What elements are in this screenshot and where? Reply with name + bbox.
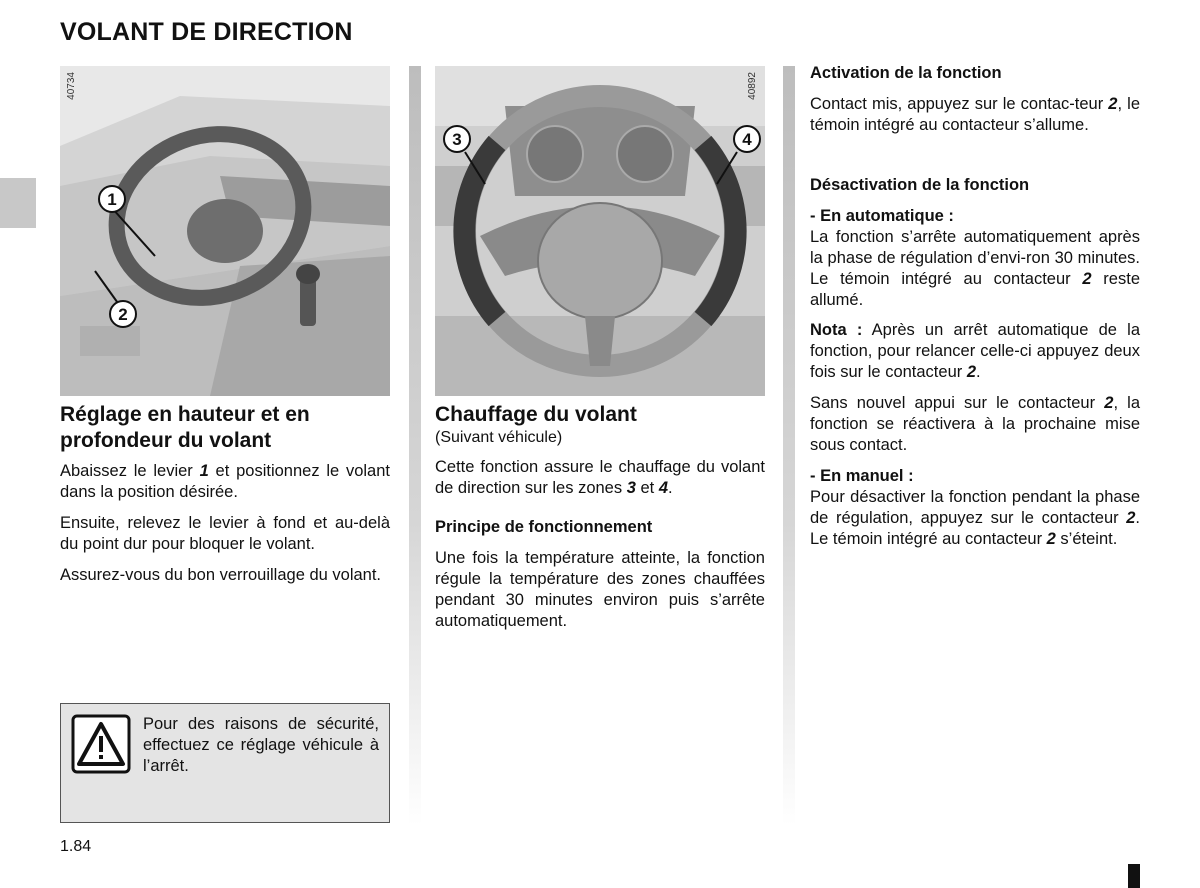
paragraph-automatic: La fonction s’arrête automatiquement après la phase de régulation d’envi-ron 30 minutes. Le témoin intégré au contacteur 2 reste allumé.: [810, 228, 1140, 309]
paragraph-manual: Pour désactiver la fonction pendant la phase de régulation, appuyez sur le contacteur 2. Le témoin intégré au contacteur 2 s’éteint.: [810, 488, 1140, 548]
section-subheading: (Suivant véhicule): [435, 429, 563, 446]
activation-heading: Activation de la fonction: [810, 64, 1002, 82]
callout-2-label: 2: [118, 305, 128, 324]
warning-text: Pour des raisons de sécurité, effectuez ce réglage véhicule à l’arrêt.: [143, 715, 379, 775]
section-tab: [0, 178, 36, 228]
column-separator: [409, 66, 421, 826]
heated-wheel-illustration: [435, 66, 765, 396]
paragraph-nota: Nota : Après un arrêt automatique de la fonction, pour relancer celle-ci appuyez deux fois sur le contacteur 2.: [810, 321, 1140, 381]
page-number: 1.84: [60, 838, 92, 855]
warning-triangle-icon: [71, 714, 131, 774]
paragraph-activation: Contact mis, appuyez sur le contac-teur 2, le témoin intégré au contacteur s’allume.: [810, 95, 1140, 134]
callout-1-label: 1: [107, 190, 117, 209]
paragraph-heating-zones: Cette fonction assure le chauffage du volant de direction sur les zones 3 et 4.: [435, 458, 765, 497]
paragraph-lower-lever: Abaissez le levier 1 et positionnez le volant dans la position désirée.: [60, 462, 390, 501]
steering-adjust-illustration: [60, 66, 390, 396]
principle-heading: Principe de fonctionnement: [435, 518, 653, 536]
manual-heading: - En manuel :: [810, 467, 914, 485]
paragraph-check-lock: Assurez-vous du bon verrouillage du volant.: [60, 566, 382, 584]
page-title: VOLANT DE DIRECTION: [60, 18, 353, 46]
figure-reference: 40734: [66, 72, 77, 100]
paragraph-reactivation: Sans nouvel appui sur le contacteur 2, la fonction se réactivera à la prochaine mise sous contact.: [810, 394, 1141, 454]
callout-4-label: 4: [742, 130, 752, 149]
corner-mark: [1128, 864, 1140, 888]
safety-warning-box: [60, 703, 390, 823]
section-heading-adjustment: Réglage en hauteur et en profondeur du volant: [60, 403, 310, 452]
callout-3-label: 3: [452, 130, 462, 149]
paragraph-principle: Une fois la température atteinte, la fonction régule la température des zones chauffées pendant 30 minutes environ puis s’arrête automatiquement.: [435, 549, 765, 630]
automatic-heading: - En automatique :: [810, 207, 954, 225]
paragraph-raise-lever: Ensuite, relevez le levier à fond et au-delà du point dur pour bloquer le volant.: [60, 514, 390, 553]
column-separator: [783, 66, 795, 826]
section-heading-heating: Chauffage du volant: [435, 403, 637, 426]
deactivation-heading: Désactivation de la fonction: [810, 176, 1030, 194]
figure-reference: 40892: [747, 72, 758, 100]
